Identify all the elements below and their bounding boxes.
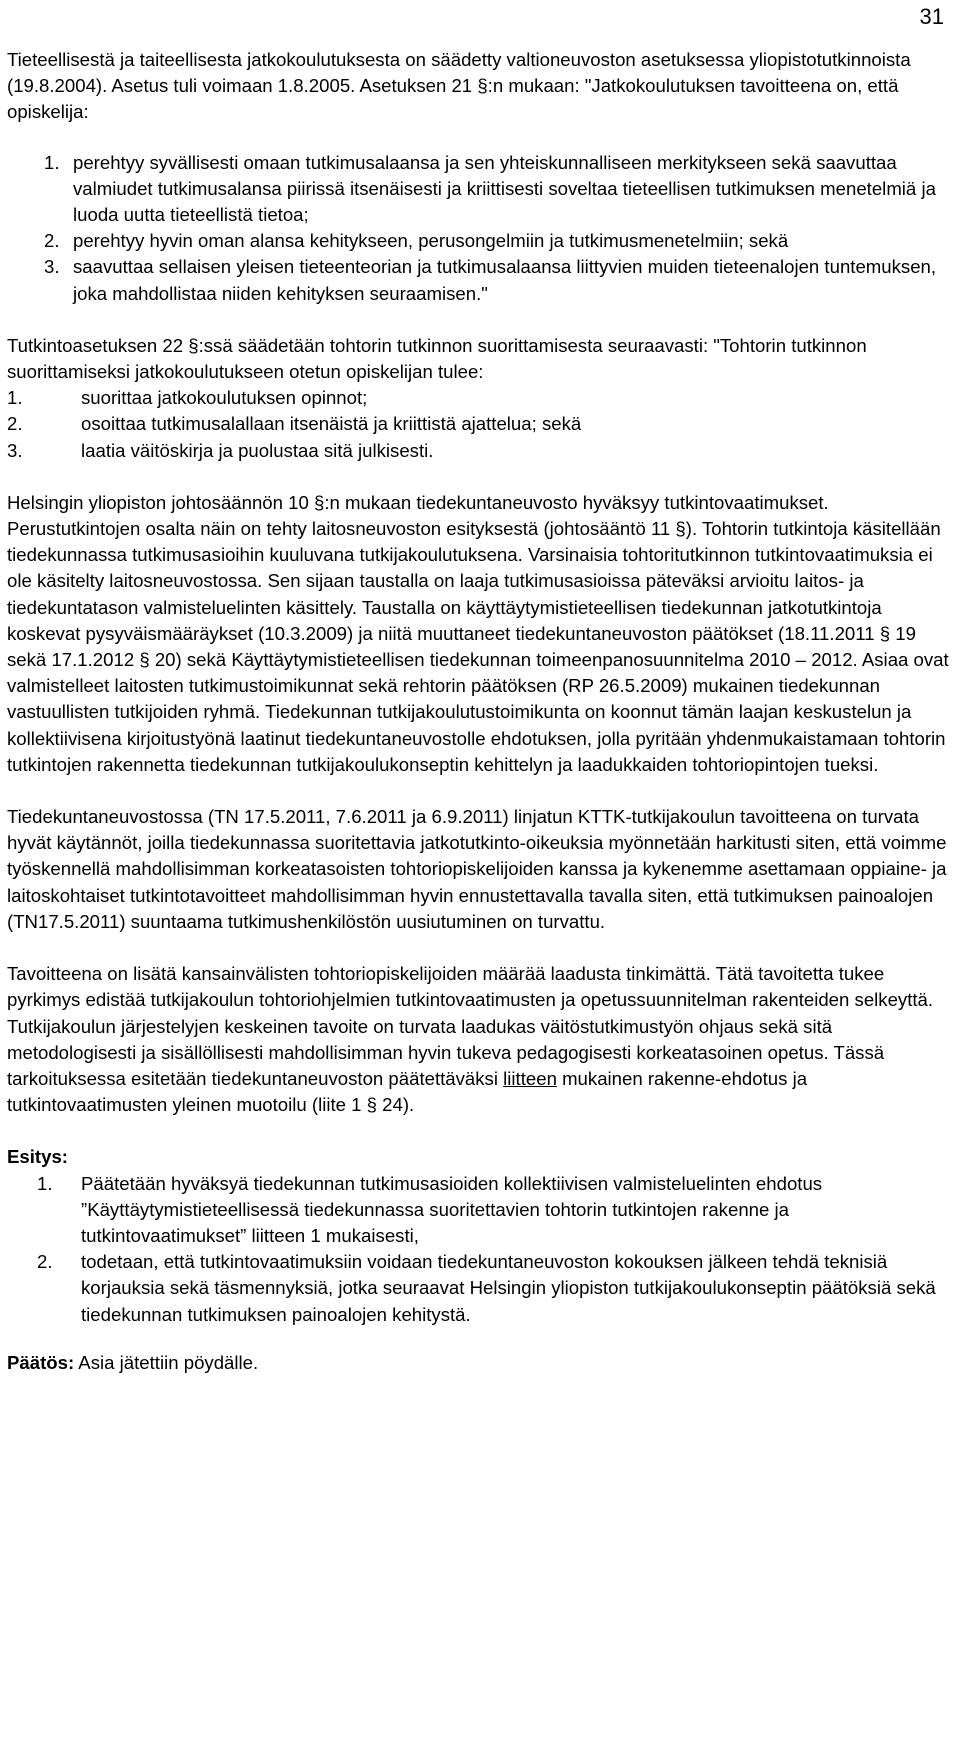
list-item bbox=[7, 411, 952, 437]
list-item bbox=[7, 1171, 952, 1250]
list-item bbox=[7, 1249, 952, 1328]
list-item bbox=[7, 385, 952, 411]
list-text: osoittaa tutkimusalallaan itsenäistä ja kriittistä ajattelua; sekä bbox=[81, 413, 582, 435]
goal-paragraph bbox=[7, 961, 952, 1118]
list-item bbox=[7, 438, 952, 464]
list-text: suorittaa jatkokoulutuksen opinnot; bbox=[81, 387, 368, 409]
council-paragraph: Tiedekuntaneuvostossa (TN 17.5.2011, 7.6.2011 ja 6.9.2011) linjatun KTTK-tutkijakoulun tavoitteena on turvata hyvät käytännöt, joilla tiedekunnassa suoritettavia jatkotutkinto-oikeuksia myönnetään harkitusti siten, että voimme työskennellä mahdollisimman korkeatasoisten tohtoriopiskelijoiden kanssa ja kykenemme asettamaan oppiaine- ja laitoskohtaiset tutkintotavoitteet mahdollisimman hyvin ennustettavalla tavalla siten, että tutkimuksen painoalojen (TN17.5.2011) suuntaama tutkimushenkilöstön uusiutuminen on turvattu. bbox=[7, 806, 947, 932]
list-item bbox=[7, 228, 952, 254]
decree-list bbox=[7, 385, 952, 464]
list-item bbox=[7, 254, 952, 306]
list-number: 3. bbox=[7, 439, 23, 461]
list-number: 3. bbox=[44, 256, 60, 278]
list-number: 2. bbox=[7, 413, 23, 435]
intro-list bbox=[7, 150, 952, 307]
list-number: 1. bbox=[44, 151, 60, 173]
helsinki-paragraph: Helsingin yliopiston johtosäännön 10 §:n mukaan tiedekuntaneuvosto hyväksyy tutkintovaatimukset. Perustutkintojen osalta näin on tehty laitosneuvoston esityksestä (johtosääntö 11 §). Tohtorin tutkintoja käsitellään tiedekunnassa tutkimusasioihin kuuluvana tutkijakoulutuksena. Varsinaisia tohtoritutkinnon tutkintovaatimuksia ei ole käsitelty laitosneuvostossa. Sen sijaan taustalla on laaja tutkimusasioissa päteväksi arvioitu laitos- ja tiedekuntatason valmisteluelinten käsittely. Taustalla on käyttäytymistieteellisen tiedekunnan jatkotutkintoja koskevat pysyväismääräykset (10.3.2009) ja niitä muuttaneet tiedekuntaneuvoston päätökset (18.11.2011 § 19 sekä 17.1.2012 § 20) sekä Käyttäytymistieteellisen tiedekunnan toimeenpanosuunnitelma 2010 – 2012. Asiaa ovat valmistelleet laitosten tutkimustoimikunnat sekä rehtorin päätöksen (RP 26.5.2009) mukainen tiedekunnan vastuullisten tutkijoiden ryhmä. Tiedekunnan tutkijakoulutustoimikunta on koonnut tämän laajan keskustelun ja kollektiivisena kirjoitustyönä laatinut tiedekuntaneuvostolle ehdotuksen, jolla pyritään yhdenmukaistamaan tohtorin tutkintojen rakennetta tiedekunnan tutkijakoulukonseptin kehittelyn ja laadukkaiden tohtoriopintojen tueksi. bbox=[7, 491, 949, 775]
attachment-link[interactable]: liitteen bbox=[503, 1067, 557, 1089]
proposal-heading: Esitys: bbox=[7, 1146, 68, 1168]
list-text: todetaan, että tutkintovaatimuksiin voidaan tiedekuntaneuvoston kokouksen jälkeen tehdä teknisiä korjauksia sekä täsmennyksiä, jotka seuraavat Helsingin yliopiston tutkijakoulukonseptin päätöksiä sekä tiedekunnan tutkimuksen painoalojen kehitystä. bbox=[81, 1251, 936, 1325]
list-number: 2. bbox=[44, 230, 60, 252]
page-number: 31 bbox=[919, 4, 944, 29]
list-text: laatia väitöskirja ja puolustaa sitä julkisesti. bbox=[81, 439, 434, 461]
goal-text-end: mukainen rakenne-ehdotus ja tutkintovaatimusten yleinen muotoilu (liite 1 § 24). bbox=[7, 1067, 808, 1116]
list-text: perehtyy hyvin oman alansa kehitykseen, perusongelmiin ja tutkimusmenetelmiin; sekä bbox=[73, 230, 789, 252]
list-number: 1. bbox=[7, 387, 23, 409]
decree-paragraph: Tutkintoasetuksen 22 §:ssä säädetään tohtorin tutkinnon suorittamisesta seuraavasti: "Tohtorin tutkinnon suorittamiseksi jatkokoulutukseen otetun opiskelijan tulee: bbox=[7, 334, 867, 383]
list-text: perehtyy syvällisesti omaan tutkimusalaansa ja sen yhteiskunnalliseen merkitykseen sekä saavuttaa valmiudet tutkimusalansa piirissä itsenäisesti ja kriittisesti soveltaa tieteellisen tutkimuksen menetelmiä ja luoda uutta tieteellistä tietoa; bbox=[73, 151, 936, 226]
list-item bbox=[7, 150, 952, 229]
list-text: Päätetään hyväksyä tiedekunnan tutkimusasioiden kollektiivisen valmisteluelinten ehdotus ”Käyttäytymistieteellisessä tiedekunnassa suoritettavien tohtorin tutkintojen rakenne ja tutkintovaatimukset” liitteen 1 mukaisesti, bbox=[81, 1172, 823, 1246]
list-text: saavuttaa sellaisen yleisen tieteenteorian ja tutkimusalaansa liittyvien muiden tieteenalojen tuntemuksen, joka mahdollistaa niiden kehityksen seuraamisen." bbox=[73, 256, 937, 304]
goal-text: Tavoitteena on lisätä kansainvälisten tohtoriopiskelijoiden määrää laadusta tinkimättä. Tätä tavoitetta tukee pyrkimys edistää tutkijakoulun tohtoriohjelmien tutkintovaatimusten ja opetussuunnitelman rakenteiden selkeyttä. Tutkijakoulun järjestelyjen keskeinen tavoite on turvata laadukas väitöstutkimustyön ohjaus sekä sitä metodologisesti ja sisällöllisesti mahdollisimman hyvin tukeva pedagogisesti korkeatasoinen opetus. Tässä tarkoituksessa esitetään tiedekuntaneuvoston päätettäväksi bbox=[7, 963, 934, 1089]
document-body bbox=[7, 47, 952, 1376]
decision-text: Asia jätettiin pöydälle. bbox=[74, 1351, 259, 1373]
proposal-list bbox=[7, 1171, 952, 1328]
decision-paragraph bbox=[7, 1350, 952, 1376]
list-number: 1. bbox=[37, 1172, 53, 1194]
list-number: 2. bbox=[37, 1251, 53, 1273]
decision-heading: Päätös: bbox=[7, 1351, 75, 1373]
intro-paragraph: Tieteellisestä ja taiteellisesta jatkokoulutuksesta on säädetty valtioneuvoston asetuksessa yliopistotutkinnoista (19.8.2004). Asetus tuli voimaan 1.8.2005. Asetuksen 21 §:n mukaan: "Jatkokoulutuksen tavoitteena on, että opiskelija: bbox=[7, 49, 911, 123]
